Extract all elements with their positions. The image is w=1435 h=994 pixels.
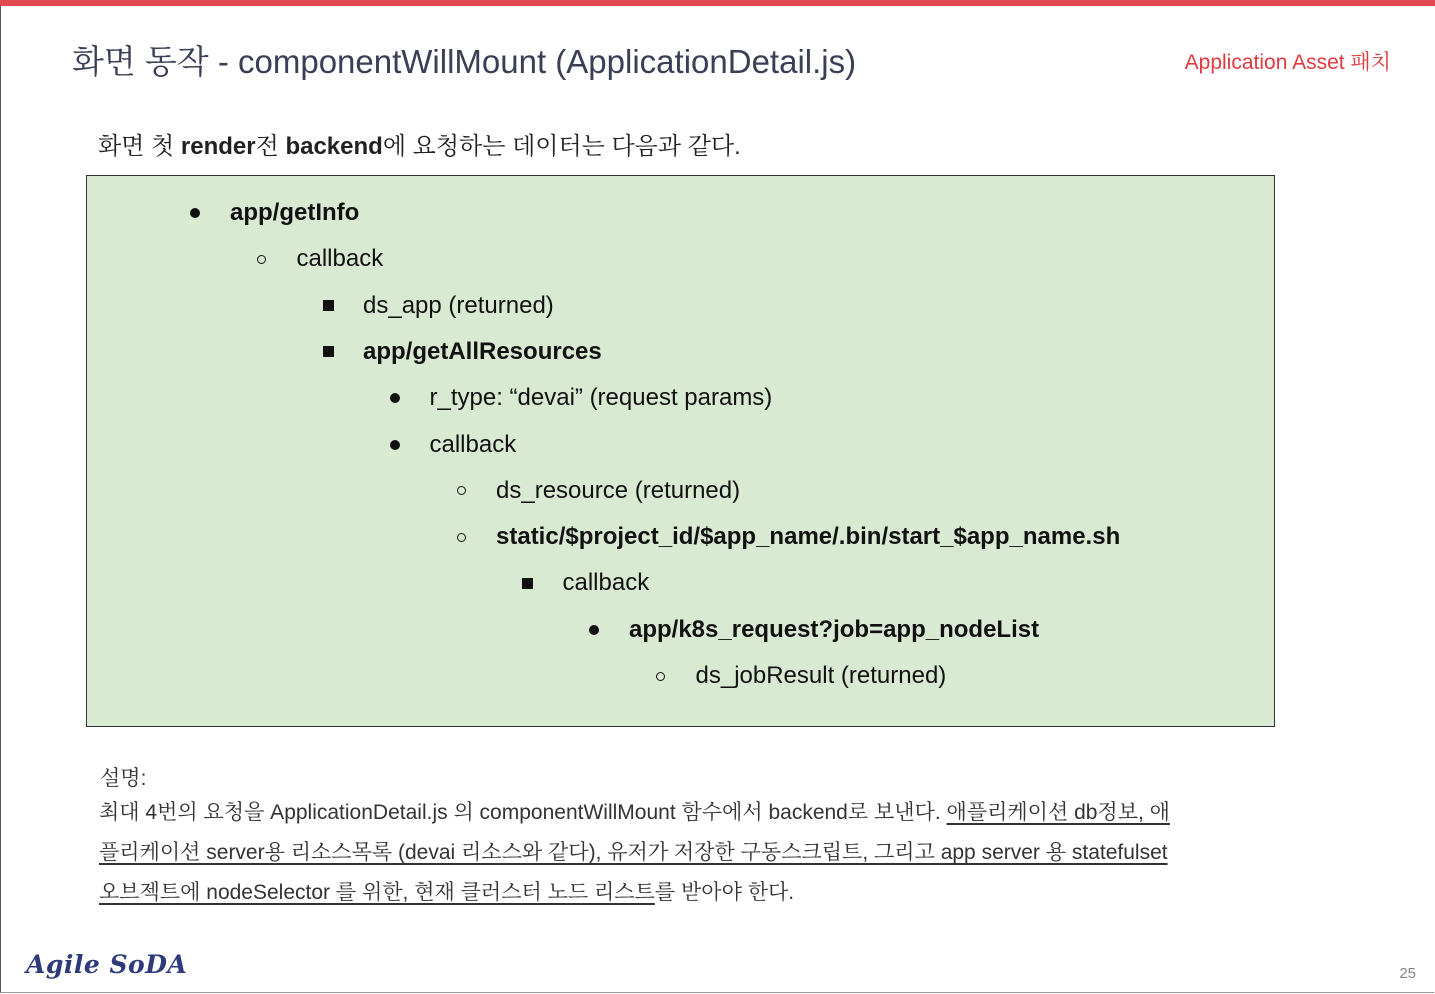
description-line-3-plain: 를 받아야 한다. — [654, 881, 795, 904]
intro-render: render — [180, 133, 256, 160]
filled-circle-bullet-icon — [584, 612, 604, 648]
top-accent-bar — [0, 0, 1435, 6]
tree-item-label: static/$project_id/$app_name/.bin/start_$app_name.sh — [496, 523, 1121, 551]
page-number: 25 — [1399, 965, 1416, 982]
tree-item-label: app/k8s_request?job=app_nodeList — [629, 615, 1040, 643]
hollow-circle-bullet-icon — [252, 241, 272, 277]
intro-text-1: 화면 첫 — [98, 133, 181, 160]
tree-item-label: app/getInfo — [230, 199, 360, 226]
tree-item-label: app/getAllResources — [363, 337, 602, 365]
intro-text-3: 에 요청하는 데이터는 다음과 같다. — [382, 133, 741, 160]
tree-item-label: callback — [562, 569, 650, 597]
description-label: 설명: — [100, 767, 147, 790]
tree-item-label: ds_resource (returned) — [496, 476, 741, 504]
filled-square-bullet-icon — [518, 565, 538, 601]
filled-circle-bullet-icon — [385, 380, 405, 416]
filled-square-bullet-icon — [318, 334, 338, 370]
filled-circle-bullet-icon — [385, 427, 405, 463]
section-tag: Application Asset 패치 — [1184, 51, 1391, 74]
description-line-1 — [99, 798, 1170, 828]
agile-soda-logo: Agile SoDA — [26, 950, 188, 979]
intro-text-2: 전 — [255, 133, 286, 160]
filled-circle-bullet-icon — [185, 195, 205, 231]
description-line-3 — [99, 878, 794, 908]
description-line-1-underlined: 애플리케이션 db정보, 애 — [946, 801, 1170, 824]
tree-item-label: callback — [429, 430, 517, 458]
description-line-2-underlined: 플리케이션 server용 리소스목록 (devai 리소스와 같다), 유저가 저장한 구동스크립트, 그리고 app server 용 statefulset — [99, 841, 1168, 864]
intro-backend: backend — [285, 133, 383, 160]
intro-sentence — [98, 126, 741, 161]
slide-title: 화면 동작 - componentWillMount (ApplicationDetail.js) — [72, 43, 857, 80]
hollow-circle-bullet-icon — [451, 473, 471, 509]
tree-item-label: callback — [296, 245, 384, 273]
filled-square-bullet-icon — [318, 288, 338, 324]
hollow-circle-bullet-icon — [451, 519, 471, 555]
tree-item-label: ds_app (returned) — [363, 291, 554, 319]
description-line-2 — [99, 838, 1168, 868]
hollow-circle-bullet-icon — [651, 658, 671, 694]
request-tree-box — [86, 175, 1275, 727]
description-line-1-plain: 최대 4번의 요청을 ApplicationDetail.js 의 componentWillMount 함수에서 backend로 보낸다. — [99, 801, 947, 824]
tree-item-label: ds_jobResult (returned) — [695, 662, 947, 689]
tree-item-label: r_type: “devai” (request params) — [429, 384, 773, 412]
description-line-3-underlined: 오브젝트에 nodeSelector 를 위한, 현재 클러스터 노드 리스트 — [99, 881, 655, 904]
